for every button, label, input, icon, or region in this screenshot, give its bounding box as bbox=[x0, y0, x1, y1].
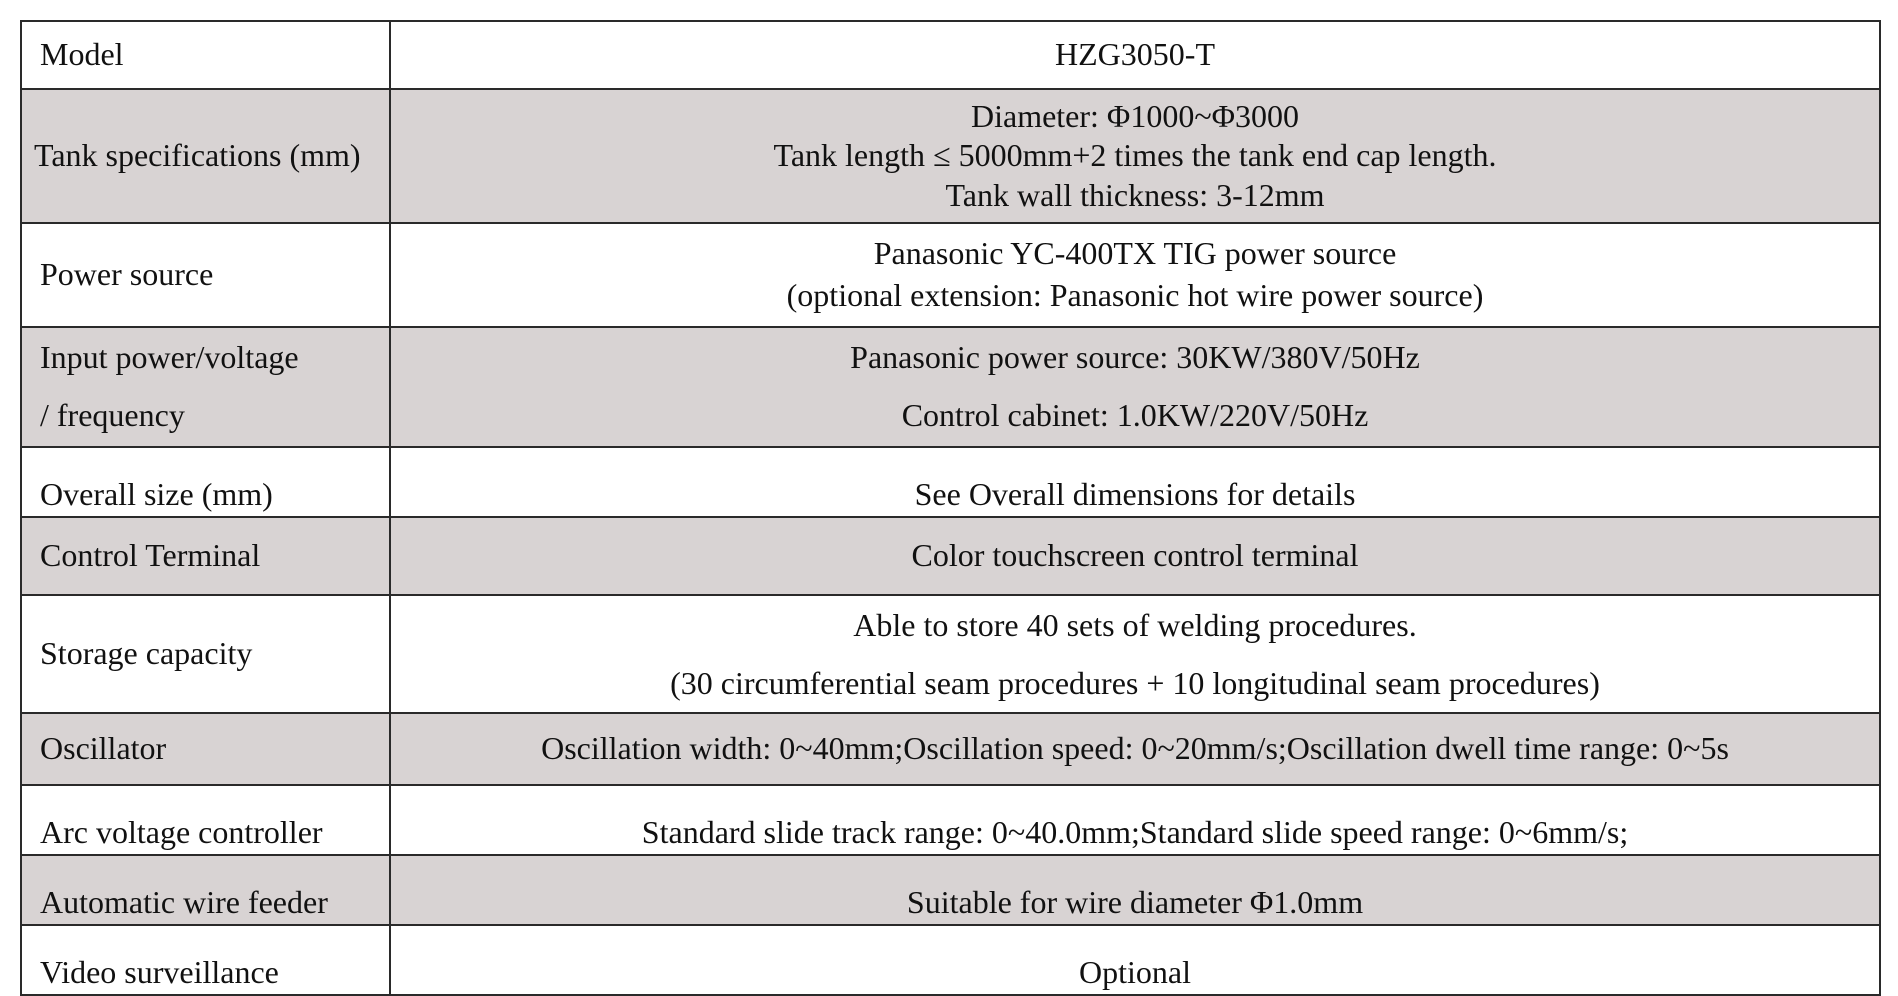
value-line: Tank wall thickness: 3-12mm bbox=[945, 176, 1325, 213]
table-row-control-terminal bbox=[21, 517, 1880, 595]
table-row-model bbox=[21, 21, 1880, 89]
row-value bbox=[390, 223, 1880, 327]
value-line: Able to store 40 sets of welding procedures. bbox=[853, 607, 1417, 643]
value-line: Control cabinet: 1.0KW/220V/50Hz bbox=[901, 397, 1369, 433]
table-row-input-power bbox=[21, 327, 1880, 447]
table-row-video-surveillance bbox=[21, 925, 1880, 995]
row-label: Tank specifications (mm) bbox=[21, 89, 390, 223]
row-label: Video surveillance bbox=[21, 925, 390, 995]
table-row-oscillator bbox=[21, 713, 1880, 785]
row-value: Color touchscreen control terminal bbox=[390, 517, 1880, 595]
row-value bbox=[390, 327, 1880, 447]
row-label bbox=[21, 327, 390, 447]
value-line: Diameter: Φ1000~Φ3000 bbox=[970, 98, 1300, 135]
row-label: Oscillator bbox=[21, 713, 390, 785]
value-line: (30 circumferential seam procedures + 10 longitudinal seam procedures) bbox=[670, 665, 1600, 701]
value-line: Panasonic power source: 30KW/380V/50Hz bbox=[850, 339, 1420, 375]
row-value bbox=[390, 89, 1880, 223]
row-label: Storage capacity bbox=[21, 595, 390, 713]
value-line: Panasonic YC-400TX TIG power source bbox=[873, 235, 1397, 272]
table-row-power-source bbox=[21, 223, 1880, 327]
row-label: Automatic wire feeder bbox=[21, 855, 390, 925]
table-row-tank-specifications bbox=[21, 89, 1880, 223]
table-row-arc-voltage-controller bbox=[21, 785, 1880, 855]
table-row-automatic-wire-feeder bbox=[21, 855, 1880, 925]
row-value bbox=[390, 595, 1880, 713]
row-value: See Overall dimensions for details bbox=[390, 447, 1880, 517]
row-label: Power source bbox=[21, 223, 390, 327]
label-line: / frequency bbox=[40, 397, 185, 433]
label-line: Input power/voltage bbox=[40, 339, 299, 375]
row-value: Suitable for wire diameter Φ1.0mm bbox=[390, 855, 1880, 925]
table-row-overall-size bbox=[21, 447, 1880, 517]
row-label: Control Terminal bbox=[21, 517, 390, 595]
spec-table bbox=[20, 20, 1881, 996]
value-line: Tank length ≤ 5000mm+2 times the tank end cap length. bbox=[773, 137, 1497, 174]
row-label: Overall size (mm) bbox=[21, 447, 390, 517]
row-label: Model bbox=[21, 21, 390, 89]
value-line: (optional extension: Panasonic hot wire power source) bbox=[786, 277, 1484, 313]
row-label: Arc voltage controller bbox=[21, 785, 390, 855]
row-value: HZG3050-T bbox=[390, 21, 1880, 89]
row-value: Optional bbox=[390, 925, 1880, 995]
row-value: Oscillation width: 0~40mm;Oscillation speed: 0~20mm/s;Oscillation dwell time range: 0~5s bbox=[390, 713, 1880, 785]
table-row-storage-capacity bbox=[21, 595, 1880, 713]
row-value: Standard slide track range: 0~40.0mm;Standard slide speed range: 0~6mm/s; bbox=[390, 785, 1880, 855]
